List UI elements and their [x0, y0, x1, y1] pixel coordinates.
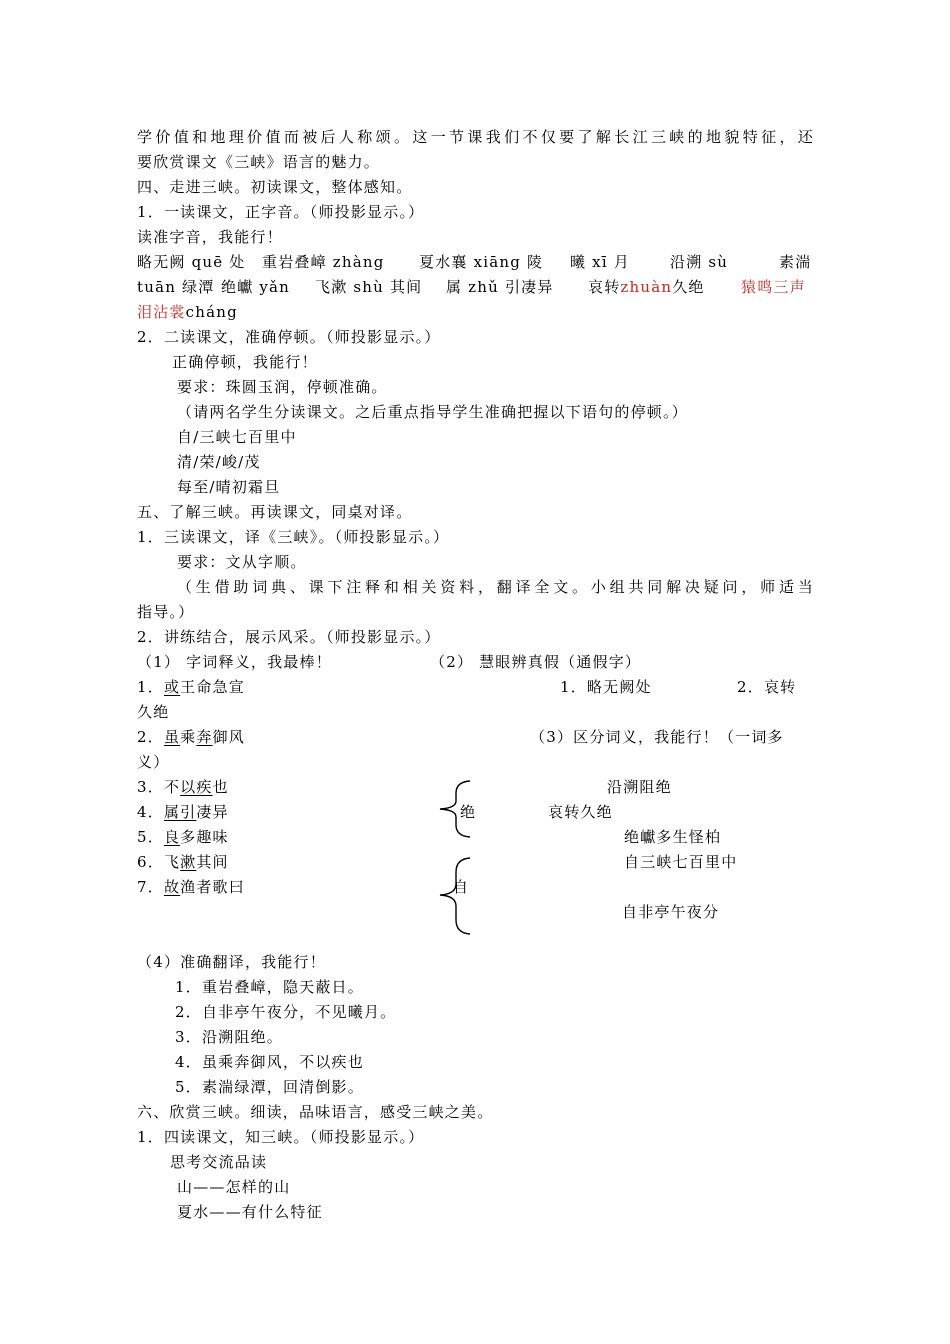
underlined-word: 奔 [196, 728, 213, 746]
pinyin-word-mixed [137, 301, 238, 323]
translation-item: 4．虽乘奔御风，不以疾也 [175, 1053, 364, 1071]
tongjia-item: 2．哀转 [737, 678, 797, 696]
section-5-note-line-2: 指导。） [137, 603, 195, 621]
part-2-title: （2） 慧眼辨真假（通假字） [430, 653, 642, 671]
section-5-step-1: 1．三读课文，译《三峡》。（师投影显示。） [137, 528, 450, 546]
underlined-word: 漱 [180, 853, 197, 871]
intro-line-2: 要欣赏课文《三峡》语言的魅力。 [137, 153, 381, 171]
item-text: 多趣味 [180, 828, 229, 846]
section-5-heading: 五、了解三峡。再读课文，同桌对译。 [137, 503, 413, 521]
item-text: 其间 [196, 853, 229, 871]
pinyin-word: 素湍 [779, 253, 812, 271]
translation-item: 5．素湍绿潭，回清倒影。 [175, 1078, 364, 1096]
pinyin-word: 略无阙 quē 处 [137, 253, 246, 271]
item-number: 3． [137, 778, 164, 796]
word-item [137, 801, 229, 823]
pinyin-word: 飞漱 shù 其间 [315, 278, 423, 296]
word-item [137, 826, 229, 848]
part-4-title: （4）准确翻译，我能行！ [137, 953, 326, 971]
pinyin-word: 夏水襄 xiāng 陵 [419, 253, 544, 271]
pause-example: 每至/晴初霜旦 [177, 478, 281, 496]
item-text: 不 [163, 778, 181, 796]
pinyin-word-text: 哀转 [588, 278, 621, 296]
word-item [137, 851, 229, 873]
section-4-step-1: 1．一读课文，正字音。（师投影显示。） [137, 203, 425, 221]
section-4-requirement: 要求：珠圆玉润，停顿准确。 [177, 378, 388, 396]
tongjia-item: 1．略无阙处 [560, 678, 652, 696]
word-item [137, 676, 245, 698]
item-number: 2． [137, 728, 164, 746]
pinyin-word: tuān 绿潭 [137, 278, 215, 296]
item-number: 6． [137, 853, 164, 871]
word-item [137, 776, 229, 798]
highlighted-pinyin: zhuàn [620, 278, 673, 296]
item-text: 凄异 [196, 803, 229, 821]
item-text: 渔者歌曰 [180, 878, 245, 896]
item-text: 王命急宣 [180, 678, 245, 696]
underlined-word: 故 [163, 878, 181, 896]
item-text: 飞 [163, 853, 181, 871]
section-5-requirement: 要求：文从字顺。 [177, 553, 307, 571]
pinyin-word-text: cháng [185, 303, 238, 321]
item-number: 5． [137, 828, 164, 846]
polysemy-example: 自非亭午夜分 [622, 903, 720, 921]
underlined-word: 良 [163, 828, 181, 846]
section-6-think: 思考交流品读 [170, 1153, 268, 1171]
item-text: 乘 [180, 728, 197, 746]
section-5-step-2: 2．讲练结合，展示风采。（师投影显示。） [137, 628, 441, 646]
highlighted-phrase: 泪沾裳 [137, 303, 186, 321]
word-item [137, 726, 245, 748]
pinyin-word: 重岩叠嶂 zhàng [262, 253, 385, 271]
pause-example: 自/三峡七百里中 [177, 428, 297, 446]
section-4-note: （请两名学生分读课文。之后重点指导学生准确把握以下语句的停顿。） [177, 403, 688, 421]
intro-line-1: 学价值和地理价值而被后人称颂。这一节课我们不仅要了解长江三峡的地貌特征，还 [137, 128, 814, 146]
underlined-word: 或 [163, 678, 181, 696]
section-4-slogan-2: 正确停顿，我能行！ [172, 353, 318, 371]
underlined-word: 以疾 [180, 778, 213, 796]
section-6-question: 山——怎样的山 [177, 1178, 291, 1196]
part-3-title: （3）区分词义，我能行！（一词多 [530, 728, 784, 746]
polysemy-example: 绝巘多生怪柏 [624, 828, 722, 846]
pinyin-word-mixed [588, 276, 705, 298]
pinyin-word: 沿溯 sù [670, 253, 729, 271]
highlighted-phrase: 猿鸣三声 [741, 278, 806, 296]
polysemy-char-jue: 绝 [460, 803, 477, 821]
item-number: 1． [137, 678, 164, 696]
polysemy-char-zi: 自 [453, 878, 470, 896]
section-4-heading: 四、走进三峡。初读课文，整体感知。 [137, 178, 413, 196]
translation-item: 1．重岩叠嶂，隐天蔽日。 [175, 978, 364, 996]
translation-item: 2．自非亭午夜分，不见曦月。 [175, 1003, 397, 1021]
word-item [137, 876, 245, 898]
section-5-note-line-1: （生借助词典、课下注释和相关资料，翻译全文。小组共同解决疑问，师适当 [177, 578, 814, 596]
tongjia-wrap: 久绝 [137, 703, 170, 721]
pinyin-word-text: 久绝 [672, 278, 705, 296]
item-number: 7． [137, 878, 164, 896]
polysemy-example: 自三峡七百里中 [624, 853, 738, 871]
section-4-step-2: 2．二读课文，准确停顿。（师投影显示。） [137, 328, 441, 346]
section-6-question: 夏水——有什么特征 [177, 1203, 323, 1221]
section-4-slogan: 读准字音，我能行！ [137, 228, 283, 246]
pinyin-word: 绝巘 yǎn [221, 278, 291, 296]
underlined-word: 虽 [163, 728, 181, 746]
section-6-heading: 六、欣赏三峡。细读，品味语言，感受三峡之美。 [137, 1103, 494, 1121]
item-text: 御风 [212, 728, 245, 746]
item-text: 也 [212, 778, 229, 796]
part-1-title: （1） 字词释义，我最棒！ [137, 653, 332, 671]
underlined-word: 属引 [163, 803, 197, 821]
item-number: 4． [137, 803, 164, 821]
part-3-wrap: 义） [137, 753, 170, 771]
section-6-step-1: 1．四读课文，知三峡。（师投影显示。） [137, 1128, 425, 1146]
polysemy-example: 哀转久绝 [548, 803, 613, 821]
pause-example: 清/荣/峻/茂 [177, 453, 261, 471]
polysemy-example: 沿溯阻绝 [607, 778, 672, 796]
translation-item: 3．沿溯阻绝。 [175, 1028, 283, 1046]
pinyin-word: 属 zhǔ 引凄异 [446, 278, 554, 296]
pinyin-word: 曦 xī 月 [570, 253, 630, 271]
